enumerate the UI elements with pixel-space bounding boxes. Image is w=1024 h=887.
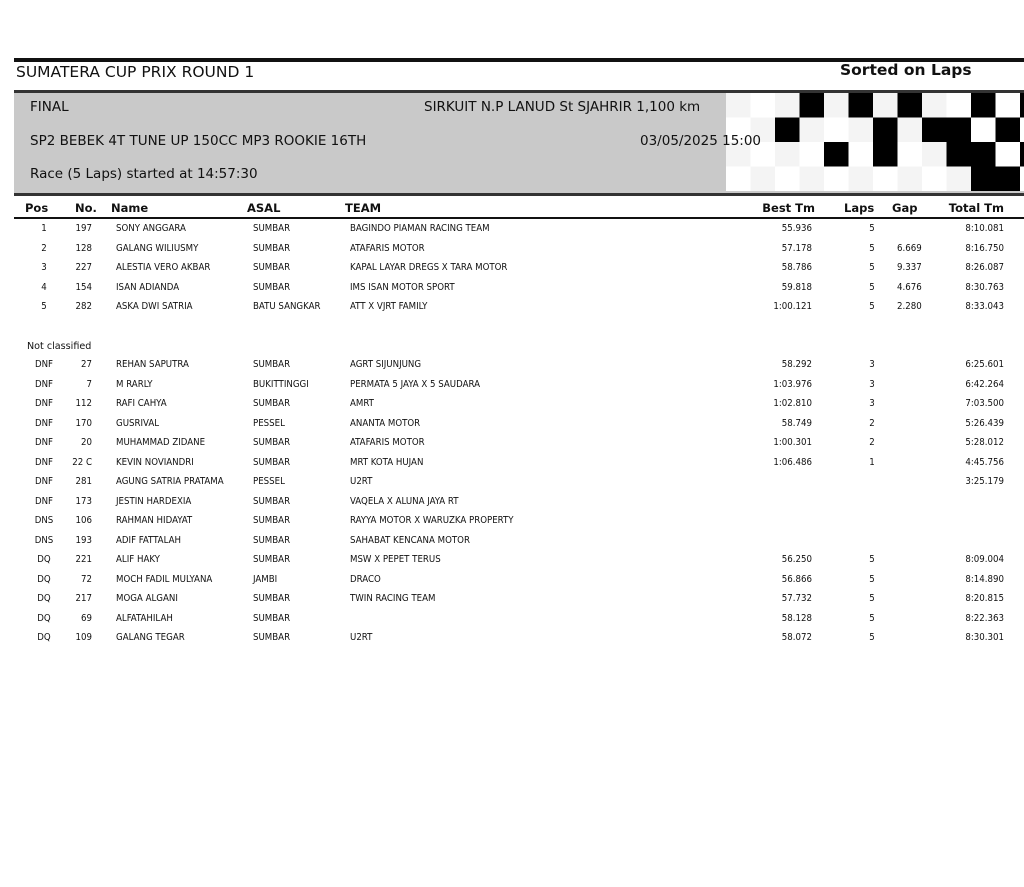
cell-name: REHAN SAPUTRA: [116, 359, 189, 370]
cell-name: KEVIN NOVIANDRI: [116, 456, 194, 468]
cell-asal: SUMBAR: [253, 359, 291, 370]
cell-name: GUSRIVAL: [116, 417, 160, 429]
cell-team: RAYYA MOTOR X WARUZKA PROPERTY: [350, 515, 514, 526]
col-no: No.: [75, 201, 97, 215]
cell-team: MRT KOTA HUJAN: [350, 456, 424, 468]
cell-total: 8:30.763: [965, 281, 1004, 293]
cell-team: VAQELA X ALUNA JAYA RT: [350, 495, 459, 507]
cell-total: 8:26.087: [965, 262, 1004, 273]
cell-total: 8:33.043: [965, 301, 1004, 312]
cell-name: ASKA DWI SATRIA: [116, 301, 193, 312]
table-row: [0, 573, 1024, 589]
cell-team: ATT X VJRT FAMILY: [350, 301, 428, 312]
checkered-flag-icon: [726, 93, 1024, 193]
cell-name: RAHMAN HIDAYAT: [116, 515, 193, 526]
table-row: [0, 397, 1024, 413]
cell-name: ALFATAHILAH: [116, 612, 173, 624]
col-pos: Pos: [25, 201, 49, 215]
cell-name: ALIF HAKY: [116, 554, 160, 565]
col-total: Total Tm: [948, 201, 1004, 215]
cell-pos: 3: [41, 262, 47, 273]
cell-name: MOGA ALGANI: [116, 593, 178, 604]
cell-gap: 2.280: [897, 301, 922, 312]
cell-pos: DNF: [34, 359, 54, 370]
cell-asal: SUMBAR: [253, 281, 291, 293]
cell-best: 58.749: [781, 417, 812, 429]
cell-total: 6:25.601: [965, 359, 1004, 370]
cell-asal: SUMBAR: [253, 437, 291, 448]
cell-laps: 5: [869, 262, 875, 273]
cell-no: 69: [81, 612, 92, 624]
cell-pos: DNS: [34, 534, 54, 546]
cell-asal: SUMBAR: [253, 242, 291, 254]
cell-asal: SUMBAR: [253, 495, 291, 507]
cell-team: BAGINDO PIAMAN RACING TEAM: [350, 223, 490, 234]
cell-no: 173: [75, 495, 92, 507]
sort-label: Sorted on Laps: [840, 61, 972, 79]
cell-name: M RARLY: [116, 378, 153, 390]
cell-no: 112: [75, 398, 92, 409]
cell-team: U2RT: [350, 632, 373, 643]
cell-total: 8:10.081: [965, 223, 1004, 234]
cell-pos: DQ: [37, 573, 51, 585]
cell-asal: BATU SANGKAR: [253, 301, 321, 312]
cell-total: 5:28.012: [965, 437, 1004, 448]
cell-laps: 2: [869, 417, 875, 429]
cell-asal: SUMBAR: [253, 593, 291, 604]
table-row: [0, 534, 1024, 550]
cell-total: 8:20.815: [965, 593, 1004, 604]
cell-laps: 5: [869, 554, 875, 565]
session-label: FINAL: [30, 99, 69, 115]
cell-pos: DQ: [37, 632, 51, 643]
cell-pos: DQ: [37, 554, 51, 565]
cell-no: 7: [86, 378, 92, 390]
cell-asal: SUMBAR: [253, 456, 291, 468]
cell-no: 170: [75, 417, 92, 429]
cell-best: 58.786: [781, 262, 812, 273]
cell-laps: 5: [869, 573, 875, 585]
cell-team: SAHABAT KENCANA MOTOR: [350, 534, 470, 546]
cell-pos: DNF: [34, 378, 54, 390]
cell-team: U2RT: [350, 476, 373, 487]
cell-name: SONY ANGGARA: [116, 223, 186, 234]
cell-no: 227: [75, 262, 92, 273]
cell-team: DRACO: [350, 573, 381, 585]
cell-best: 57.732: [781, 593, 812, 604]
cell-laps: 3: [869, 378, 875, 390]
not-classified-label: Not classified: [27, 341, 92, 352]
cell-laps: 5: [869, 593, 875, 604]
table-row: [0, 456, 1024, 472]
cell-asal: SUMBAR: [253, 262, 291, 273]
cell-name: AGUNG SATRIA PRATAMA: [116, 476, 224, 487]
cell-pos: DNS: [34, 515, 54, 526]
cell-team: ANANTA MOTOR: [350, 417, 421, 429]
cell-asal: SUMBAR: [253, 554, 291, 565]
table-row: [0, 475, 1024, 491]
cell-best: 58.128: [781, 612, 812, 624]
cell-pos: 4: [41, 281, 47, 293]
cell-pos: 2: [41, 242, 47, 254]
table-row: [0, 242, 1024, 258]
cell-asal: SUMBAR: [253, 398, 291, 409]
circuit-label: SIRKUIT N.P LANUD St SJAHRIR 1,100 km: [424, 99, 701, 115]
cell-total: 4:45.756: [965, 456, 1004, 468]
table-row: [0, 417, 1024, 433]
cell-no: 154: [75, 281, 92, 293]
table-row: [0, 436, 1024, 452]
cell-best: 1:06.486: [773, 456, 812, 468]
cell-pos: DNF: [34, 476, 54, 487]
table-row: [0, 612, 1024, 628]
cell-team: KAPAL LAYAR DREGS X TARA MOTOR: [350, 262, 508, 273]
cell-no: 221: [75, 554, 92, 565]
table-row: [0, 300, 1024, 316]
cell-pos: DQ: [37, 612, 51, 624]
cell-name: ISAN ADIANDA: [116, 281, 180, 293]
cell-laps: 5: [869, 612, 875, 624]
cell-total: 8:30.301: [965, 632, 1004, 643]
cell-total: 8:09.004: [965, 554, 1004, 565]
cell-laps: 5: [869, 301, 875, 312]
table-row: [0, 592, 1024, 608]
column-headers: [0, 201, 1024, 217]
cell-total: 8:22.363: [965, 612, 1004, 624]
cell-no: 106: [75, 515, 92, 526]
cell-best: 1:00.301: [773, 437, 812, 448]
cell-asal: BUKITTINGGI: [253, 378, 309, 390]
cell-best: 56.866: [781, 573, 812, 585]
cell-pos: DNF: [34, 398, 54, 409]
cell-pos: DQ: [37, 593, 51, 604]
col-team: TEAM: [345, 201, 382, 215]
cell-best: 59.818: [781, 281, 812, 293]
cell-best: 1:03.976: [773, 378, 812, 390]
cell-best: 55.936: [781, 223, 812, 234]
cell-no: 217: [75, 593, 92, 604]
cell-laps: 3: [869, 359, 875, 370]
cell-asal: SUMBAR: [253, 632, 291, 643]
table-row: [0, 553, 1024, 569]
table-row: [0, 358, 1024, 374]
cell-no: 197: [75, 223, 92, 234]
header-rule: [14, 217, 1024, 219]
cell-laps: 5: [869, 242, 875, 254]
cell-team: AMRT: [350, 398, 374, 409]
cell-best: 57.178: [781, 242, 812, 254]
cell-team: ATAFARIS MOTOR: [350, 437, 425, 448]
cell-name: ALESTIA VERO AKBAR: [116, 262, 211, 273]
session-header: [14, 90, 1024, 196]
col-laps: Laps: [844, 201, 875, 215]
cell-best: 1:00.121: [773, 301, 812, 312]
cell-name: GALANG TEGAR: [116, 632, 185, 643]
table-row: [0, 281, 1024, 297]
class-label: SP2 BEBEK 4T TUNE UP 150CC MP3 ROOKIE 16TH: [30, 133, 367, 149]
date-time: 03/05/2025 15:00: [640, 133, 762, 149]
cell-gap: 6.669: [897, 242, 922, 254]
cell-gap: 4.676: [897, 281, 922, 293]
cell-asal: SUMBAR: [253, 612, 291, 624]
cell-asal: PESSEL: [253, 417, 285, 429]
cell-best: 58.072: [781, 632, 812, 643]
cell-best: 58.292: [781, 359, 812, 370]
cell-total: 6:42.264: [965, 378, 1004, 390]
cell-total: 8:16.750: [965, 242, 1004, 254]
cell-no: 22 C: [72, 456, 92, 468]
cell-team: MSW X PEPET TERUS: [350, 554, 441, 565]
cell-laps: 3: [869, 398, 875, 409]
cell-no: 27: [81, 359, 92, 370]
cell-best: 56.250: [781, 554, 812, 565]
cell-no: 282: [75, 301, 92, 312]
cell-pos: DNF: [34, 437, 54, 448]
cell-total: 3:25.179: [965, 476, 1004, 487]
cell-pos: 1: [41, 223, 47, 234]
col-name: Name: [111, 201, 149, 215]
cell-laps: 5: [869, 632, 875, 643]
cell-team: ATAFARIS MOTOR: [350, 242, 425, 254]
table-row: [0, 495, 1024, 511]
table-row: [0, 514, 1024, 530]
col-best: Best Tm: [762, 201, 815, 215]
cell-pos: DNF: [34, 417, 54, 429]
cell-no: 281: [75, 476, 92, 487]
cell-laps: 2: [869, 437, 875, 448]
cell-name: RAFI CAHYA: [116, 398, 167, 409]
cell-team: PERMATA 5 JAYA X 5 SAUDARA: [350, 378, 481, 390]
table-row: [0, 631, 1024, 647]
cell-asal: SUMBAR: [253, 534, 291, 546]
cell-asal: JAMBI: [253, 573, 278, 585]
cell-name: GALANG WILIUSMY: [116, 242, 199, 254]
cell-team: IMS ISAN MOTOR SPORT: [350, 281, 455, 293]
event-title: SUMATERA CUP PRIX ROUND 1: [16, 63, 255, 81]
cell-team: TWIN RACING TEAM: [350, 593, 436, 604]
cell-gap: 9.337: [897, 262, 922, 273]
cell-pos: 5: [41, 301, 47, 312]
cell-best: 1:02.810: [773, 398, 812, 409]
cell-laps: 5: [869, 281, 875, 293]
table-row: [0, 378, 1024, 394]
cell-no: 128: [75, 242, 92, 254]
cell-total: 5:26.439: [965, 417, 1004, 429]
cell-total: 8:14.890: [965, 573, 1004, 585]
cell-name: ADIF FATTALAH: [116, 534, 181, 546]
cell-laps: 5: [869, 223, 875, 234]
cell-team: AGRT SIJUNJUNG: [350, 359, 422, 370]
cell-name: MOCH FADIL MULYANA: [116, 573, 213, 585]
cell-name: MUHAMMAD ZIDANE: [116, 437, 206, 448]
cell-total: 7:03.500: [965, 398, 1004, 409]
table-row: [0, 261, 1024, 277]
col-asal: ASAL: [247, 201, 281, 215]
cell-pos: DNF: [34, 495, 54, 507]
cell-no: 193: [75, 534, 92, 546]
cell-no: 109: [75, 632, 92, 643]
col-gap: Gap: [892, 201, 918, 215]
cell-no: 20: [81, 437, 92, 448]
table-row: [0, 222, 1024, 238]
cell-laps: 1: [869, 456, 875, 468]
cell-name: JESTIN HARDEXIA: [116, 495, 192, 507]
cell-no: 72: [81, 573, 92, 585]
cell-asal: SUMBAR: [253, 515, 291, 526]
race-info: Race (5 Laps) started at 14:57:30: [30, 166, 258, 182]
cell-asal: PESSEL: [253, 476, 285, 487]
cell-pos: DNF: [34, 456, 54, 468]
cell-asal: SUMBAR: [253, 223, 291, 234]
